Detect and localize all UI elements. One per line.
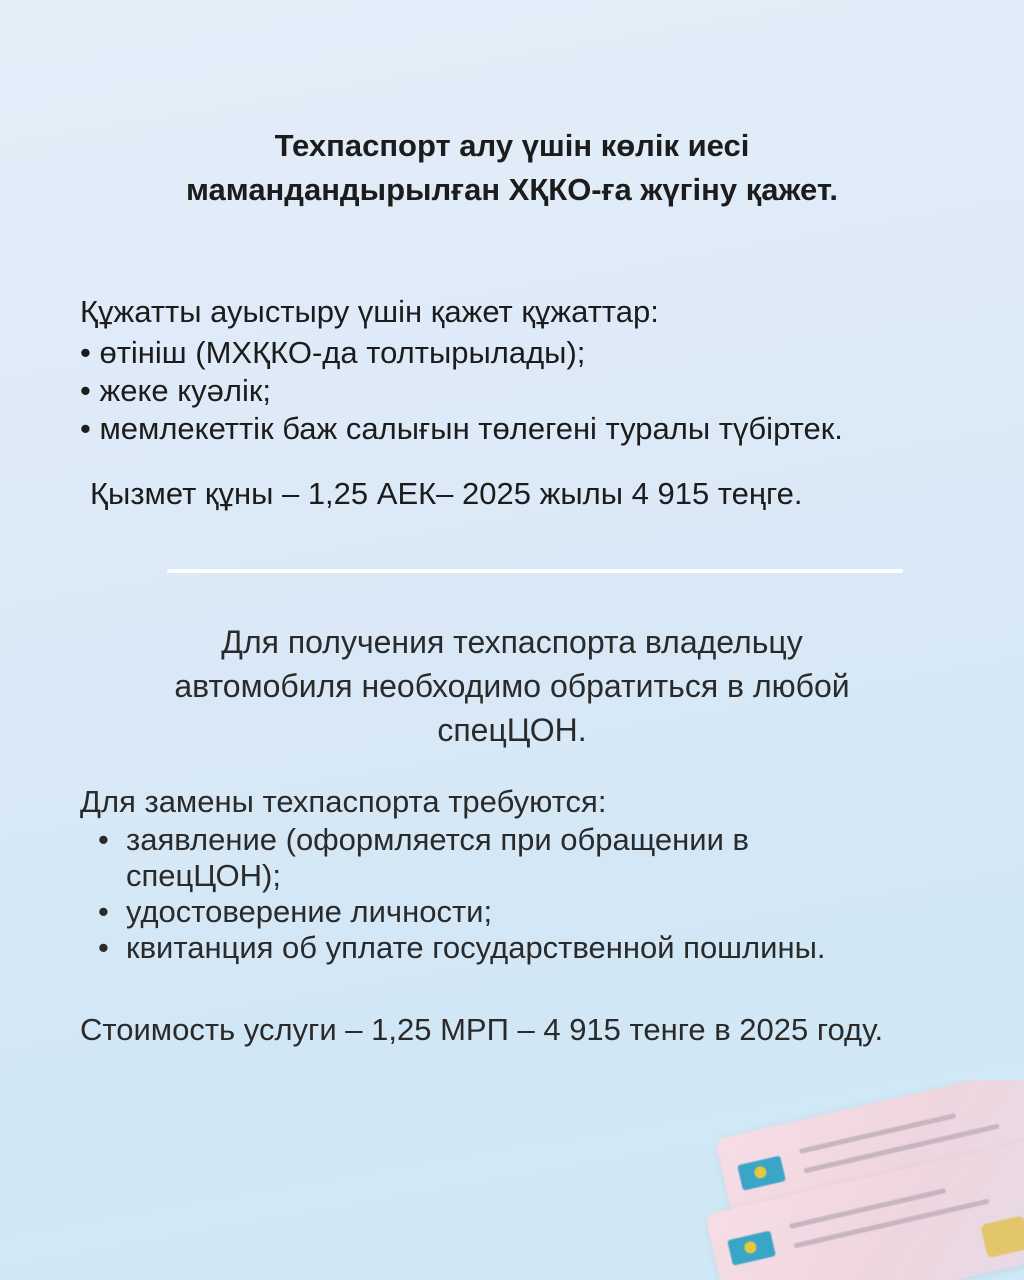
ru-document-item bbox=[80, 894, 980, 930]
ru-documents-section bbox=[80, 782, 980, 966]
kazakhstan-flag-icon bbox=[727, 1231, 776, 1266]
card-text-line bbox=[794, 1199, 990, 1249]
ru-intro-line-2: автомобиля необходимо обратиться в любой bbox=[174, 668, 850, 704]
kz-documents-list bbox=[80, 334, 1020, 448]
kz-title bbox=[0, 124, 1024, 212]
ru-documents-heading: Для замены техпаспорта требуются: bbox=[80, 784, 607, 819]
kz-documents-section bbox=[80, 290, 1020, 448]
vehicle-registration-cards-image bbox=[694, 1080, 1024, 1280]
section-divider bbox=[167, 569, 903, 573]
card-text-line bbox=[789, 1188, 946, 1229]
kz-document-item: • өтініш (МХҚКО-да толтырылады); bbox=[80, 335, 586, 370]
ru-document-text: удостоверение личности; bbox=[126, 894, 493, 929]
kazakhstan-flag-icon bbox=[737, 1156, 786, 1191]
ru-document-text: квитанция об уплате государственной пошлины. bbox=[126, 930, 826, 965]
kz-documents-heading: Құжатты ауыстыру үшін қажет құжаттар: bbox=[80, 294, 659, 329]
kz-document-item: • мемлекеттік баж салығын төлегені туралы түбіртек. bbox=[80, 411, 843, 446]
bullet-icon: • bbox=[98, 822, 109, 857]
ru-service-cost: Стоимость услуги – 1,25 МРП – 4 915 тенге в 2025 году. bbox=[80, 1012, 884, 1047]
bullet-icon: • bbox=[98, 894, 109, 929]
kz-title-line-2: мамандандырылған ХҚКО-ға жүгіну қажет. bbox=[186, 172, 838, 207]
kz-document-item: • жеке куәлік; bbox=[80, 373, 272, 408]
ru-intro bbox=[0, 620, 1024, 752]
kz-title-line-1: Техпаспорт алу үшін көлік иесі bbox=[274, 128, 750, 163]
kz-service-cost: Қызмет құны – 1,25 АЕК– 2025 жылы 4 915 теңге. bbox=[90, 476, 803, 511]
ru-document-text: заявление (оформляется при обращении в спецЦОН); bbox=[126, 822, 749, 893]
ru-intro-line-3: спецЦОН. bbox=[437, 712, 587, 748]
ru-intro-line-1: Для получения техпаспорта владельцу bbox=[221, 624, 803, 660]
ru-document-item bbox=[80, 930, 980, 966]
ru-document-item bbox=[80, 822, 886, 894]
card-text-line bbox=[799, 1113, 956, 1154]
chip-icon bbox=[980, 1215, 1024, 1258]
bullet-icon: • bbox=[98, 930, 109, 965]
ru-documents-list bbox=[80, 822, 980, 966]
